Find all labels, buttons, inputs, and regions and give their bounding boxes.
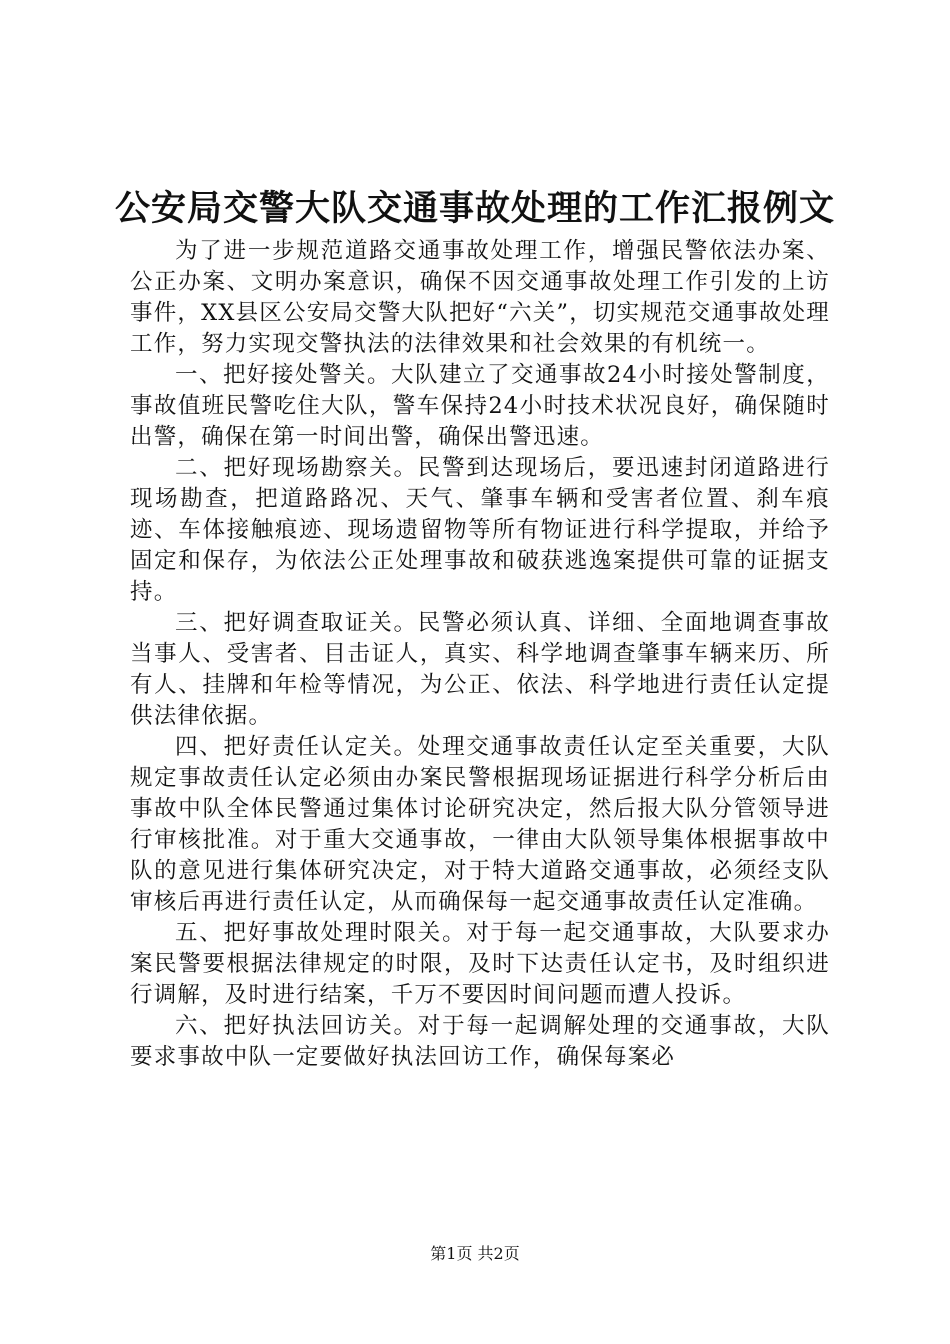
document-title: 公安局交警大队交通事故处理的工作汇报例文 bbox=[114, 189, 835, 229]
paragraph-intro: 为了进一步规范道路交通事故处理工作，增强民警依法办案、公正办案、文明办案意识，确保不因交通事故处理工作引发的上访事件，XX县区公安局交警大队把好“六关”，切实规范交通事故处理工作，努力实现交警执法的法律效果和社会效果的有机统一。 bbox=[130, 238, 830, 357]
paragraph-4: 四、把好责任认定关。处理交通事故责任认定至关重要，大队规定事故责任认定必须由办案民警根据现场证据进行科学分析后由事故中队全体民警通过集体讨论研究决定，然后报大队分管领导进行审核批准。对于重大交通事故，一律由大队领导集体根据事故中队的意见进行集体研究决定，对于特大道路交通事故，必须经支队审核后再进行责任认定，从而确保每一起交通事故责任认定准确。 bbox=[130, 734, 830, 915]
paragraph-3: 三、把好调查取证关。民警必须认真、详细、全面地调查事故当事人、受害者、目击证人，真实、科学地调查肇事车辆来历、所有人、挂牌和年检等情况，为公正、依法、科学地进行责任认定提供法律依据。 bbox=[130, 610, 830, 729]
paragraph-6: 六、把好执法回访关。对于每一起调解处理的交通事故，大队要求事故中队一定要做好执法回访工作，确保每案必 bbox=[130, 1013, 830, 1070]
paragraph-5: 五、把好事故处理时限关。对于每一起交通事故，大队要求办案民警要根据法律规定的时限，及时下达责任认定书，及时组织进行调解，及时进行结案，千万不要因时间问题而遭人投诉。 bbox=[130, 920, 830, 1008]
paragraph-1: 一、把好接处警关。大队建立了交通事故24小时接处警制度，事故值班民警吃住大队，警车保持24小时技术状况良好，确保随时出警，确保在第一时间出警，确保出警迅速。 bbox=[130, 362, 830, 450]
document-body bbox=[130, 236, 830, 1073]
paragraph-2: 二、把好现场勘察关。民警到达现场后，要迅速封闭道路进行现场勘查，把道路路况、天气、肇事车辆和受害者位置、刹车痕迹、车体接触痕迹、现场遗留物等所有物证进行科学提取，并给予固定和保存，为依法公正处理事故和破获逃逸案提供可靠的证据支持。 bbox=[130, 455, 830, 605]
page-number-footer: 第1页 共2页 bbox=[430, 1244, 520, 1263]
